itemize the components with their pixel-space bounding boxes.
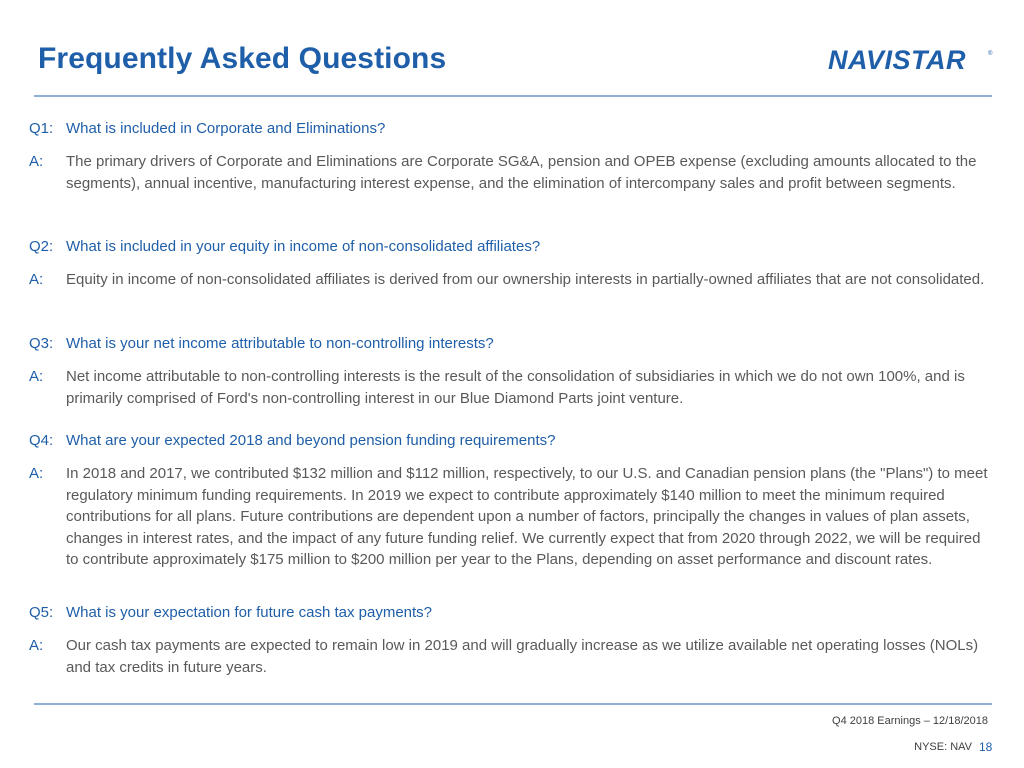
question-row (29, 333, 989, 354)
question-tag: Q5: (29, 604, 54, 621)
answer-text: Net income attributable to non-controlling interests is the result of the consolidation of subsidiaries in which we do not own 100%, and is primarily comprised of Ford's non-controlling interest in our Blue Diamond Parts joint venture. (66, 368, 965, 407)
navistar-logo (828, 47, 993, 73)
answer-tag: A: (29, 271, 44, 288)
answer-tag: A: (29, 465, 44, 482)
answer-row (29, 269, 989, 291)
logo-text: NAVISTAR (828, 47, 966, 73)
answer-text: Our cash tax payments are expected to remain low in 2019 and will gradually increase as we utilize available net operating losses (NOLs) and tax credits in future years. (66, 637, 979, 676)
question-row (29, 118, 989, 139)
page-number: 18 (979, 740, 993, 754)
question-text: What is your expectation for future cash tax payments? (66, 604, 433, 621)
question-row (29, 430, 989, 451)
answer-tag: A: (29, 637, 44, 654)
question-tag: Q1: (29, 120, 54, 137)
footer-event-date: Q4 2018 Earnings – 12/18/2018 (832, 715, 988, 727)
answer-tag: A: (29, 368, 44, 385)
faq-item (29, 602, 989, 678)
header-divider (34, 95, 992, 97)
answer-text: Equity in income of non-consolidated affiliates is derived from our ownership interests in partially-owned affiliates that are not consolidated. (66, 271, 985, 288)
faq-item (29, 333, 989, 409)
answer-tag: A: (29, 153, 44, 170)
answer-row (29, 463, 989, 571)
faq-item (29, 118, 989, 194)
question-row (29, 236, 989, 257)
answer-text: In 2018 and 2017, we contributed $132 million and $112 million, respectively, to our U.S. and Canadian pension plans (the "Plans") to meet regulatory minimum funding requirements. In 2019 we expect to contribute approximately $140 million to meet the minimum required contributions for all plans. Future contributions are dependent upon a number of factors, principally the changes in values of plan assets, changes in interest rates, and the impact of any future funding relief. We currently expect that from 2020 through 2022, we will be required to contribute approximately $175 million to $200 million per year to the Plans, depending on asset performance and discount rates. (66, 465, 988, 568)
answer-row (29, 366, 989, 409)
answer-row (29, 151, 989, 194)
answer-row (29, 635, 989, 678)
answer-text: The primary drivers of Corporate and Eliminations are Corporate SG&A, pension and OPEB expense (excluding amounts allocated to the segments), annual incentive, manufacturing interest expense, and the elimination of intercompany sales and profit between segments. (66, 153, 977, 192)
faq-item (29, 430, 989, 571)
question-text: What are your expected 2018 and beyond pension funding requirements? (66, 432, 556, 449)
page-title: Frequently Asked Questions (38, 42, 447, 75)
question-text: What is included in Corporate and Eliminations? (66, 120, 386, 137)
question-text: What is your net income attributable to non-controlling interests? (66, 335, 494, 352)
question-tag: Q2: (29, 238, 54, 255)
question-text: What is included in your equity in income of non-consolidated affiliates? (66, 238, 541, 255)
footer-divider (34, 703, 992, 705)
faq-item (29, 236, 989, 291)
question-row (29, 602, 989, 623)
footer-ticker: NYSE: NAV (914, 741, 972, 753)
question-tag: Q3: (29, 335, 54, 352)
question-tag: Q4: (29, 432, 54, 449)
svg-text:®: ® (988, 51, 993, 57)
